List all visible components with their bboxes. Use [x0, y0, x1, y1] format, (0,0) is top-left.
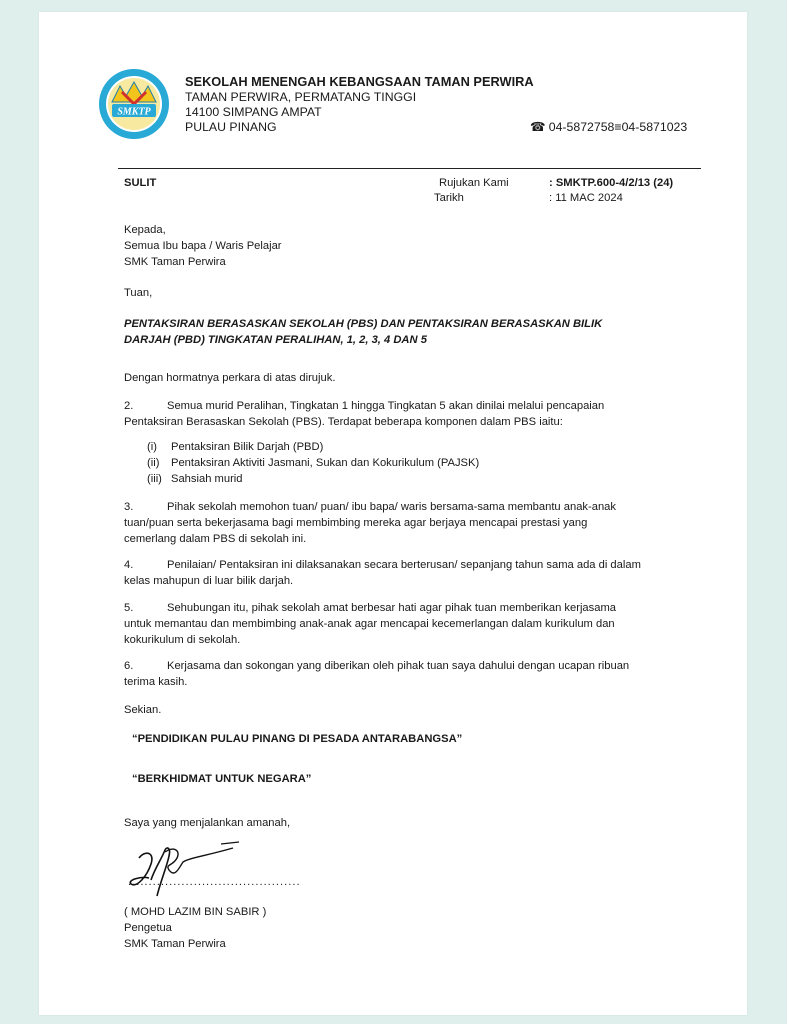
list-item-number: (ii)	[147, 457, 160, 469]
paragraph-line: terima kasih.	[124, 676, 188, 688]
signatory-name: ( MOHD LAZIM BIN SABIR )	[124, 906, 267, 918]
paragraph-number: 2.	[124, 400, 134, 412]
telephone-icon: ☎	[530, 120, 546, 134]
list-item-number: (i)	[147, 441, 157, 453]
paragraph-2	[124, 398, 724, 430]
recipient-line-1: Kepada,	[124, 224, 166, 236]
paragraph-line: Pentaksiran Berasaskan Sekolah (PBS). Terdapat beberapa komponen dalam PBS iaitu:	[124, 416, 563, 428]
contact-numbers	[530, 120, 687, 135]
paragraph-line: tuan/puan serta bekerjasama bagi membimbing mereka agar berjaya mencapai prestasi yang	[124, 517, 588, 529]
paragraph-line: Penilaian/ Pentaksiran ini dilaksanakan secara berterusan/ sepanjang tahun sama ada di dalam	[167, 559, 641, 571]
motto-berkhidmat: “BERKHIDMAT UNTUK NEGARA”	[132, 773, 312, 785]
reference-value: : SMKTP.600-4/2/13 (24)	[549, 177, 674, 189]
paragraph-6	[124, 658, 724, 690]
list-item	[147, 471, 479, 487]
recipient-block	[124, 222, 282, 270]
fax-number: 04-5871023	[621, 120, 688, 134]
paragraph-line: cemerlang dalam PBS di sekolah ini.	[124, 533, 307, 545]
paragraph-5	[124, 600, 724, 648]
paragraph-line: untuk memantau dan membimbing anak-anak agar mencapai kecemerlangan dalam kurikulum dan	[124, 618, 615, 630]
signature-line: ..........................................	[128, 876, 301, 888]
component-list	[147, 439, 479, 487]
letter-page	[39, 12, 747, 1015]
phone-number: 04-5872758	[548, 120, 615, 134]
subject-line-1: PENTAKSIRAN BERASASKAN SEKOLAH (PBS) DAN PENTAKSIRAN BERASASKAN BILIK	[124, 318, 603, 330]
fax-icon: ≡	[614, 120, 622, 134]
date-label: Tarikh	[434, 192, 464, 204]
paragraph-line: kokurikulum di sekolah.	[124, 634, 241, 646]
paragraph-number: 3.	[124, 501, 134, 513]
school-logo	[98, 68, 170, 140]
list-item	[147, 455, 479, 471]
recipient-line-3: SMK Taman Perwira	[124, 256, 226, 268]
paragraph-line: Semua murid Peralihan, Tingkatan 1 hingga Tingkatan 5 akan dinilai melalui pencapaian	[167, 400, 605, 412]
school-name: SEKOLAH MENENGAH KEBANGSAAN TAMAN PERWIRA	[185, 74, 534, 89]
subject-heading	[124, 316, 602, 348]
address-line-3: PULAU PINANG	[185, 120, 277, 134]
list-item-text: Sahsiah murid	[171, 473, 243, 485]
classification-label: SULIT	[124, 177, 157, 189]
paragraph-line: Kerjasama dan sokongan yang diberikan oleh pihak tuan saya dahului dengan ucapan ribuan	[167, 660, 630, 672]
signatory-block	[124, 904, 266, 952]
paragraph-4	[124, 557, 724, 589]
recipient-line-2: Semua Ibu bapa / Waris Pelajar	[124, 240, 282, 252]
address-line-1: TAMAN PERWIRA, PERMATANG TINGGI	[185, 90, 417, 104]
paragraph-3	[124, 499, 724, 547]
paragraph-line: kelas mahupun di luar bilik darjah.	[124, 575, 294, 587]
date-value: : 11 MAC 2024	[549, 192, 623, 204]
address-line-2: 14100 SIMPANG AMPAT	[185, 105, 322, 119]
paragraph-number: 4.	[124, 559, 134, 571]
logo-text: SMKTP	[117, 106, 151, 118]
letterhead-divider	[118, 168, 701, 169]
handwritten-signature	[121, 840, 251, 900]
subject-line-2: DARJAH (PBD) TINGKATAN PERALIHAN, 1, 2, 3, 4 DAN 5	[124, 334, 427, 346]
paragraph-number: 6.	[124, 660, 134, 672]
list-item-text: Pentaksiran Bilik Darjah (PBD)	[171, 441, 324, 453]
closing-line: Sekian.	[124, 704, 162, 716]
paragraph-number: 5.	[124, 602, 134, 614]
salutation: Tuan,	[124, 287, 153, 299]
reference-label: Rujukan Kami	[439, 177, 509, 189]
sign-off: Saya yang menjalankan amanah,	[124, 817, 291, 829]
list-item-number: (iii)	[147, 473, 162, 485]
paragraph-line: Sehubungan itu, pihak sekolah amat berbesar hati agar pihak tuan memberikan kerjasama	[167, 602, 617, 614]
signatory-organisation: SMK Taman Perwira	[124, 938, 226, 950]
paragraph-line: Pihak sekolah memohon tuan/ puan/ ibu bapa/ waris bersama-sama membantu anak-anak	[167, 501, 616, 513]
signatory-title: Pengetua	[124, 922, 172, 934]
list-item-text: Pentaksiran Aktiviti Jasmani, Sukan dan Kokurikulum (PAJSK)	[171, 457, 480, 469]
list-item	[147, 439, 479, 455]
motto-pulau-pinang: “PENDIDIKAN PULAU PINANG DI PESADA ANTARABANGSA”	[132, 733, 463, 745]
opening-line: Dengan hormatnya perkara di atas dirujuk.	[124, 372, 336, 384]
